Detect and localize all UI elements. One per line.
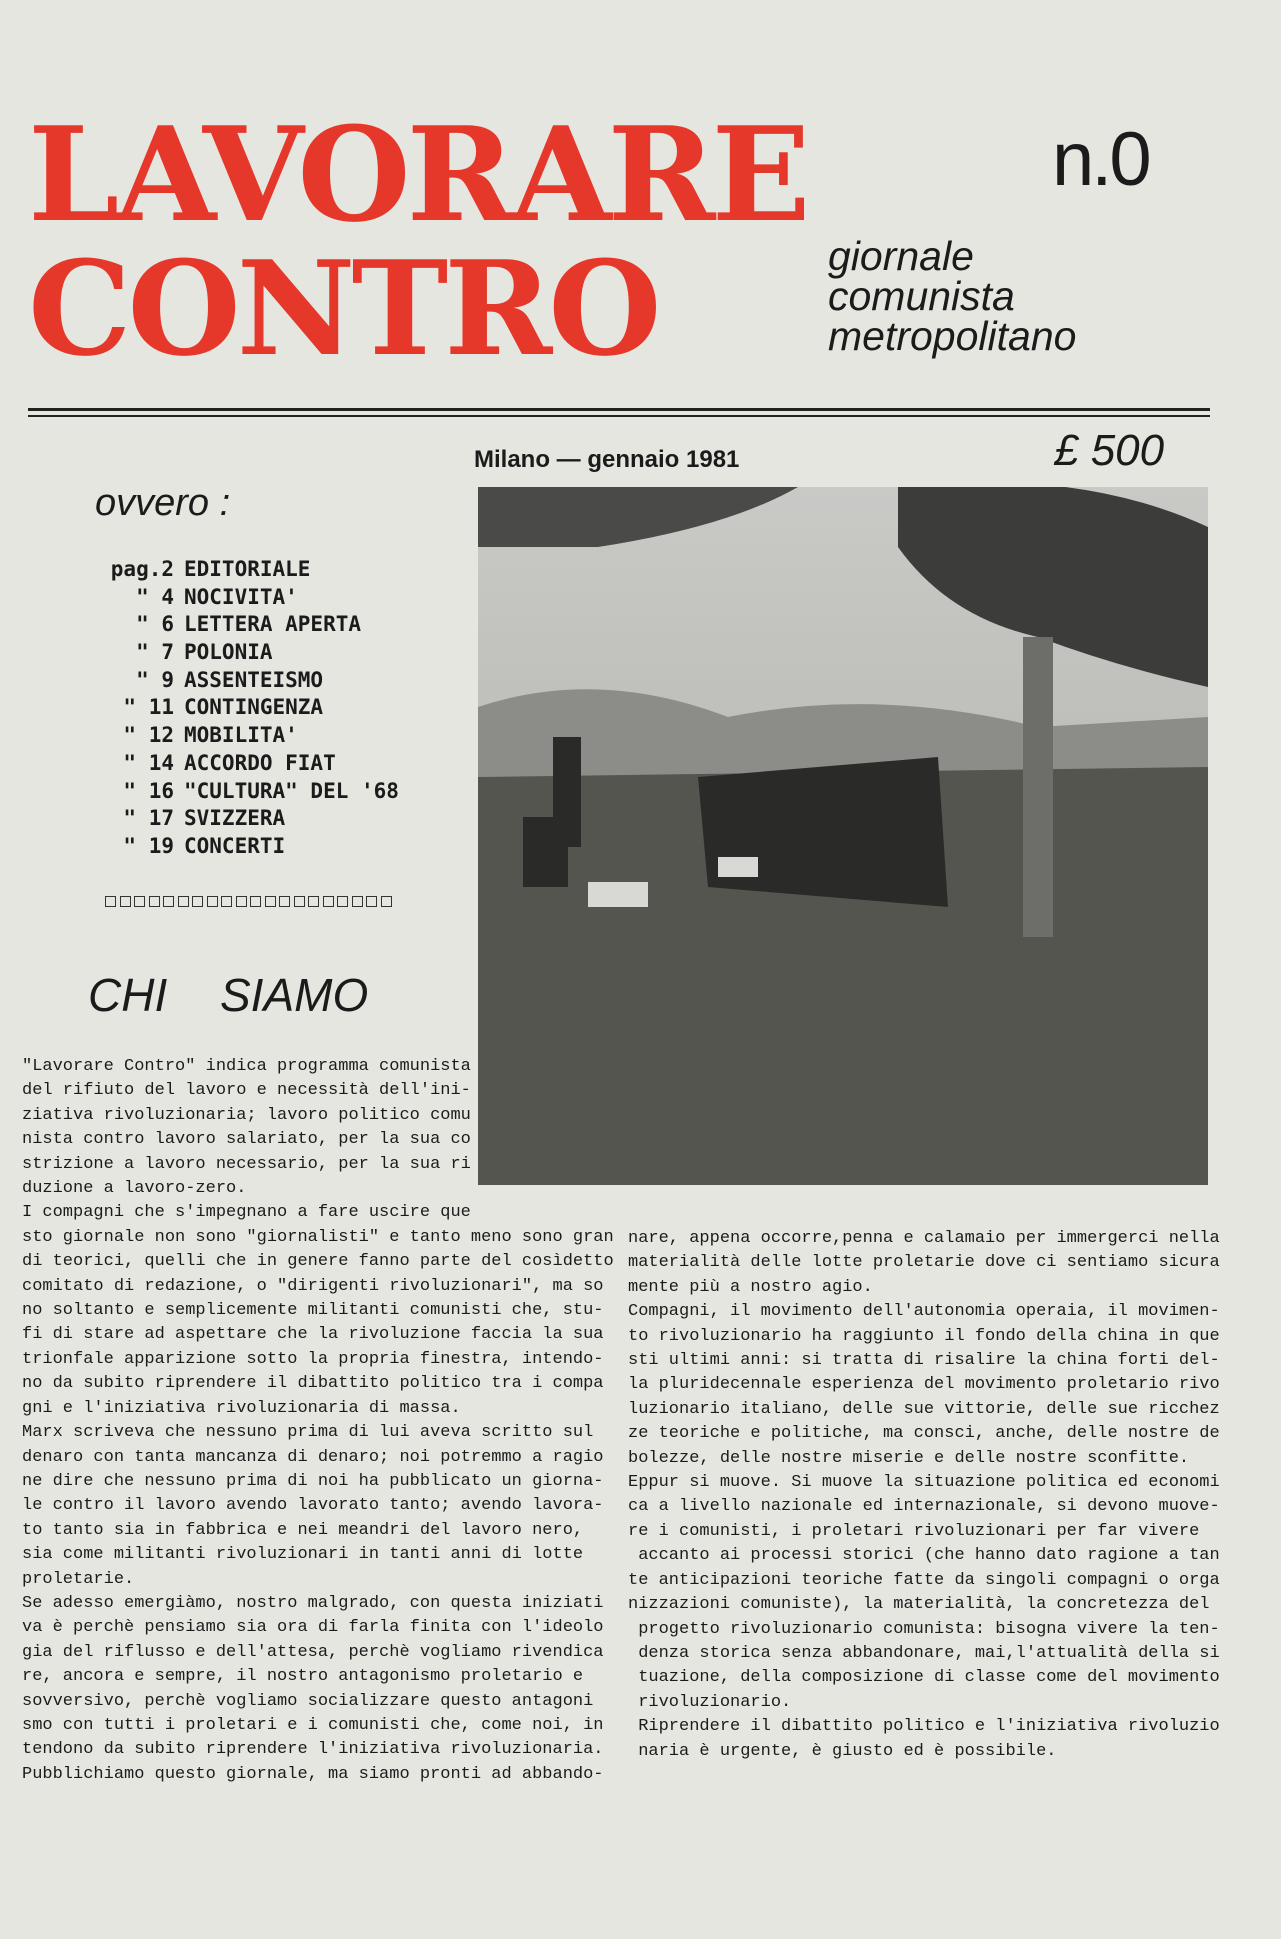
toc-title: LETTERA APERTA xyxy=(184,612,362,637)
toc-page: " 7 xyxy=(136,640,174,665)
square-ornament xyxy=(366,896,377,907)
place-date: Milano — gennaio 1981 xyxy=(474,446,740,473)
toc-item xyxy=(94,750,399,778)
square-ornament xyxy=(279,896,290,907)
square-ornament xyxy=(149,896,160,907)
square-ornament xyxy=(178,896,189,907)
toc-title: POLONIA xyxy=(184,640,273,665)
toc-page: pag.2 xyxy=(110,557,174,581)
subtitle-line: comunista xyxy=(828,273,1015,319)
toc-title: "CULTURA" DEL '68 xyxy=(184,778,399,803)
square-ornament xyxy=(337,896,348,907)
toc-item xyxy=(94,584,399,612)
toc-item xyxy=(94,805,399,833)
toc-title: ASSENTEISMO xyxy=(184,667,324,692)
article-heading: CHI SIAMO xyxy=(88,969,369,1021)
toc-item xyxy=(94,722,399,750)
square-ornament xyxy=(163,896,174,907)
square-ornament xyxy=(105,896,116,907)
toc-item xyxy=(94,694,399,722)
toc-item xyxy=(94,833,399,861)
divider xyxy=(28,415,1210,417)
square-ornament xyxy=(323,896,334,907)
toc-title: CONTINGENZA xyxy=(184,695,324,720)
toc-page: " 6 xyxy=(136,612,174,637)
square-ornament xyxy=(236,896,247,907)
square-ornament xyxy=(381,896,392,907)
toc-title: SVIZZERA xyxy=(184,806,286,831)
square-ornament xyxy=(134,896,145,907)
square-ornament xyxy=(265,896,276,907)
toc-page: " 12 xyxy=(123,723,174,748)
toc-title: EDITORIALE xyxy=(184,557,311,581)
toc-page: " 14 xyxy=(123,750,174,775)
masthead-title-line2: CONTRO xyxy=(28,232,658,385)
square-ornament xyxy=(308,896,319,907)
toc-item xyxy=(94,639,399,667)
toc-item xyxy=(94,667,399,695)
toc-item xyxy=(94,556,399,584)
toc-page: " 4 xyxy=(136,584,174,609)
toc-title: NOCIVITA' xyxy=(184,584,298,609)
toc-page: " 11 xyxy=(123,695,174,720)
subtitle-line: giornale xyxy=(828,233,974,279)
price: £ 500 xyxy=(1054,426,1165,475)
article-right-column: nare, appena occorre,penna e calamaio per immergerci nella materialità delle lotte proletarie dove ci sentiamo sicura mente più a nostro agio. Compagni, il movimento dell'autonomia operaia, il movimen- to rivoluzionario ha raggiunto il fondo della china in que sti ultimi anni: si tratta di risalire la china forti del- la pluridecennale esperienza del movimento proletario rivo luzionario italiano, delle sue vittorie, delle sue ricchez ze teoriche e politiche, ma consci, anche, delle nostre de bolezze, delle nostre miserie e delle nostre sconfitte. Eppur si muove. Si muove la situazione politica ed economi ca a livello nazionale ed internazionale, si devono muove- re i comunisti, i proletari rivoluzionari per far vivere accanto ai processi storici (che hanno dato ragione a tan te anticipazioni teoriche fatte da singoli compagni o orga nizzazioni comuniste), la materialità, la concretezza del progetto rivoluzionario comunista: bisogna vivere la ten- denza storica senza abbandonare, mai,l'attualità della si tuazione, della composizione di classe come del movimento rivoluzionario. Riprendere il dibattito politico e l'iniziativa rivoluzio naria è urgente, è giusto ed è possibile. xyxy=(628,1229,1220,1761)
table-of-contents xyxy=(94,556,399,861)
square-ornament xyxy=(192,896,203,907)
masthead-title-line1: LAVORARE xyxy=(28,98,807,251)
toc-item xyxy=(94,611,399,639)
decorative-squares xyxy=(105,896,392,907)
square-ornament xyxy=(294,896,305,907)
toc-item xyxy=(94,778,399,806)
toc-heading: ovvero : xyxy=(95,482,231,524)
toc-title: MOBILITA' xyxy=(184,723,298,748)
toc-page: " 19 xyxy=(123,833,174,858)
toc-page: " 17 xyxy=(123,806,174,831)
subtitle-line: metropolitano xyxy=(828,313,1077,359)
masthead-subtitle xyxy=(828,233,1077,359)
square-ornament xyxy=(207,896,218,907)
issue-number: n.0 xyxy=(1052,117,1149,202)
square-ornament xyxy=(120,896,131,907)
toc-title: ACCORDO FIAT xyxy=(184,750,336,775)
square-ornament xyxy=(352,896,363,907)
toc-title: CONCERTI xyxy=(184,833,286,858)
square-ornament xyxy=(221,896,232,907)
square-ornament xyxy=(250,896,261,907)
toc-page: " 9 xyxy=(136,667,174,692)
article-left-column: "Lavorare Contro" indica programma comunista del rifiuto del lavoro e necessità dell'ini- ziativa rivoluzionaria; lavoro politico comu nista contro lavoro salariato, per la sua co strizione a lavoro necessario, per la sua ri duzione a lavoro-zero. I compagni che s'impegnano a fare uscire que sto giornale non sono "giornalisti" e tanto meno sono gran di teorici, quelli che in genere fanno parte del cosìdetto comitato di redazione, o "dirigenti rivoluzionari", ma so no soltanto e semplicemente militanti comunisti che, stu- fi di stare ad aspettare che la rivoluzione faccia la sua trionfale apparizione sotto la propria finestra, intendo- no da subito riprendere il dibattito politico tra i compa gni e l'iniziativa rivoluzionaria di massa. Marx scriveva che nessuno prima di lui aveva scritto sul denaro con tanta mancanza di denaro; noi potremmo a ragio ne dire che nessuno prima di noi ha pubblicato un giorna- le contro il lavoro avendo lavorato tanto; avendo lavora- to tanto sia in fabbrica e nei meandri del lavoro nero, sia come militanti rivoluzionari in tanti anni di lotte proletarie. Se adesso emergiàmo, nostro malgrado, con questa iniziati va è perchè pensiamo sia ora di farla finita con l'ideolo gia del riflusso e dell'attesa, perchè vogliamo rivendica re, ancora e sempre, il nostro antagonismo proletario e sovversivo, perchè vogliamo socializzare questo antagoni smo con tutti i proletari e i comunisti che, come noi, in tendono da subito riprendere l'iniziativa rivoluzionaria. Pubblichiamo questo giornale, ma siamo pronti ad abbando- xyxy=(22,1057,614,1784)
divider xyxy=(28,408,1210,411)
toc-page: " 16 xyxy=(123,778,174,803)
